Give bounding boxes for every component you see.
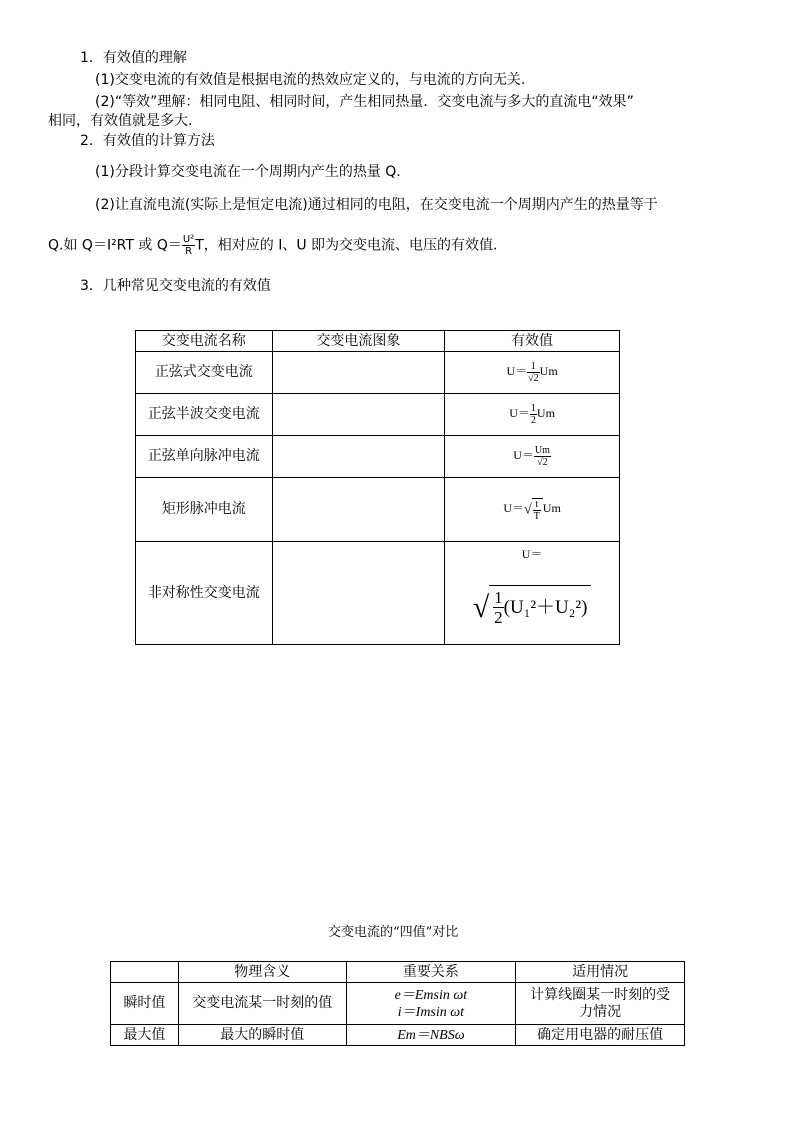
row-usage: 确定用电器的耐压值 [516,1025,685,1046]
fraction-numerator: U² [182,234,195,245]
formula-prefix: Q.如 Q＝I²RT 或 Q＝ [48,237,182,254]
formula-fraction [182,234,195,257]
row-graph [272,542,445,645]
row-formula: U＝ $\frac{1}{√2}$ Um [445,352,620,394]
effective-value-table [135,330,620,645]
section-2-paragraph-1: (1)分段计算交变电流在一个周期内产生的热量 Q. [95,164,401,180]
row-graph [272,352,445,394]
row-formula: U＝√ $\frac{t}{T}$ Um [445,478,620,542]
row-formula: U＝ $\frac{Um}{√2}$ [445,436,620,478]
row-meaning: 交变电流某一时刻的值 [178,983,346,1025]
header-usage: 适用情况 [516,962,685,983]
row-name: 正弦式交变电流 [136,352,273,394]
header-relation: 重要关系 [346,962,516,983]
table-header-row [111,962,685,983]
row-graph [272,394,445,436]
table-row [136,436,620,478]
formula-lhs: U＝ [521,547,543,561]
table-2-caption: 交变电流的“四值”对比 [328,925,459,940]
row-relation: Em＝NBSω [346,1025,516,1046]
header-meaning: 物理含义 [178,962,346,983]
section-3-heading: 3．几种常见交变电流的有效值 [80,278,271,294]
table-row [136,542,620,645]
row-formula: U＝ $\frac{1}{2}$ Um [445,394,620,436]
row-name: 矩形脉冲电流 [136,478,273,542]
table-row [111,983,685,1025]
section-2-heading: 2．有效值的计算方法 [80,133,215,149]
section-1-paragraph-2b: 相同，有效值就是多大. [48,113,193,129]
section-2-paragraph-2b [48,234,497,257]
header-value: 有效值 [445,331,620,352]
header-blank [111,962,179,983]
row-relation: e＝Emsin ωt i＝Imsin ωt [346,983,516,1025]
row-name: 非对称性交变电流 [136,542,273,645]
four-values-table [110,961,685,1046]
table-header-row [136,331,620,352]
formula-rhs: √ $\frac{1}{2}$ (U₁²＋U₂²) [445,585,619,629]
row-label: 瞬时值 [111,983,179,1025]
table-row [136,394,620,436]
table-row [136,352,620,394]
section-1-paragraph-2a: (2)“等效”理解：相同电阻、相同时间，产生相同热量．交变电流与多大的直流电“效果” [95,94,634,110]
row-graph [272,478,445,542]
row-usage: 计算线圈某一时刻的受力情况 [516,983,685,1025]
row-label: 最大值 [111,1025,179,1046]
row-name: 正弦单向脉冲电流 [136,436,273,478]
formula-suffix: T，相对应的 I、U 即为交变电流、电压的有效值. [195,237,498,254]
sqrt-symbol: √ $\frac{t}{T}$ [524,498,543,522]
row-graph [272,436,445,478]
table-row [111,1025,685,1046]
fraction-denominator: R [185,246,193,257]
row-formula [445,542,620,645]
row-name: 正弦半波交变电流 [136,394,273,436]
row-meaning: 最大的瞬时值 [178,1025,346,1046]
table-row [136,478,620,542]
section-1-heading: 1．有效值的理解 [80,50,187,66]
section-2-paragraph-2a: (2)让直流电流(实际上是恒定电流)通过相同的电阻，在交变电流一个周期内产生的热量等于 [95,197,658,213]
header-name: 交变电流名称 [136,331,273,352]
header-graph: 交变电流图象 [272,331,445,352]
section-1-paragraph-1: (1)交变电流的有效值是根据电流的热效应定义的，与电流的方向无关. [95,72,526,88]
